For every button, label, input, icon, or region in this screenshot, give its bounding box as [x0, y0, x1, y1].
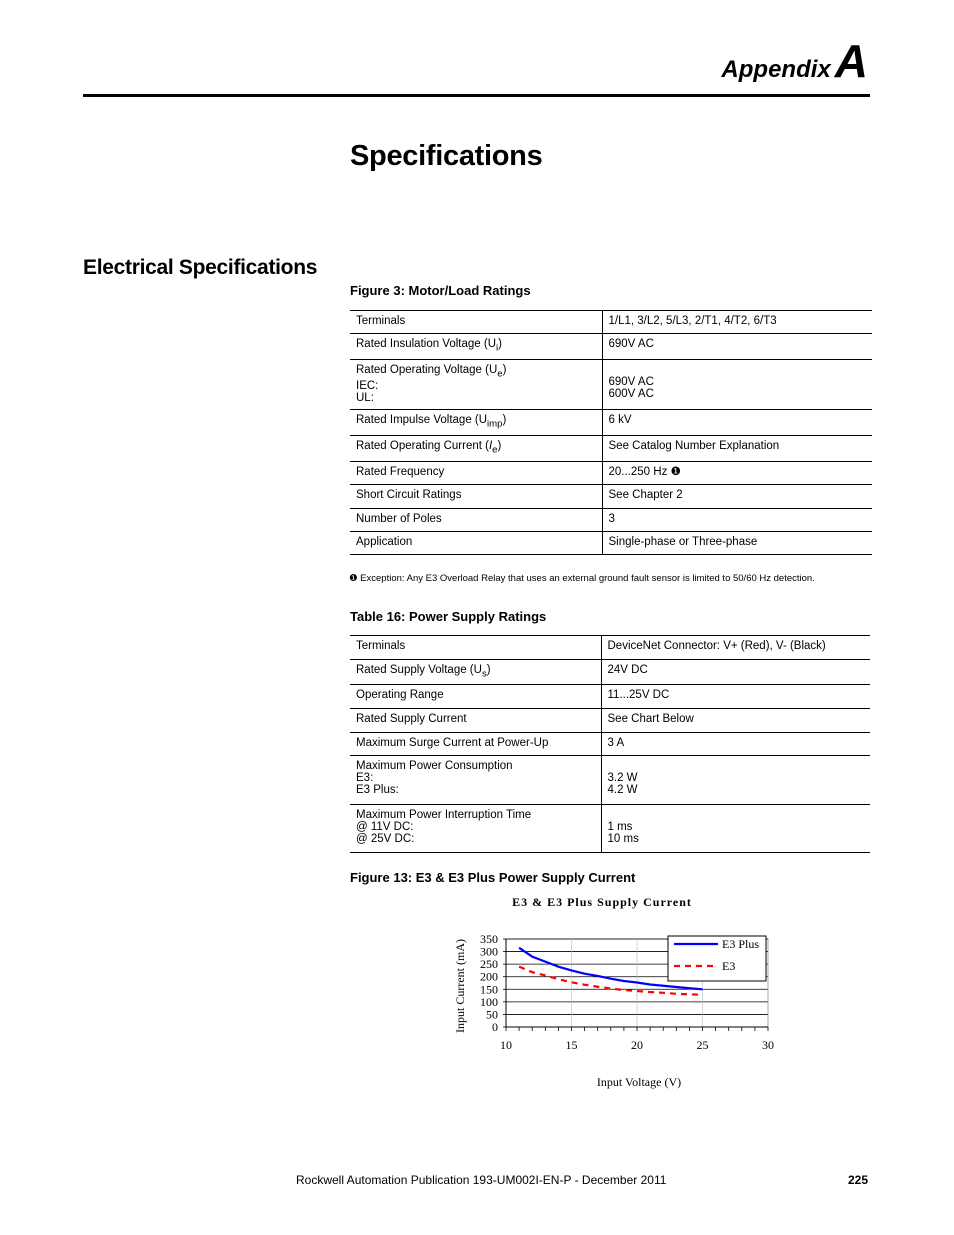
- table-cell-value: 6 kV: [602, 410, 872, 436]
- table-cell-label: Rated Operating Current $(I_e)$: [350, 436, 602, 462]
- table-row: [350, 360, 872, 410]
- table-cell-label: Terminals: [350, 311, 602, 334]
- table-row: [350, 685, 870, 709]
- table-row: [350, 805, 870, 853]
- footer-publication: Rockwell Automation Publication 193-UM002I-EN-P - December 2011: [296, 1173, 667, 1187]
- table-cell-label: Rated Supply Current: [350, 709, 601, 733]
- table-cell-label: Maximum Power Consumption E3: E3 Plus:: [350, 756, 601, 805]
- table-cell-label: Terminals: [350, 636, 601, 660]
- footnote-marker: ❶: [670, 466, 681, 478]
- page-number: 225: [847, 1173, 868, 1187]
- y-tick-label: 200: [480, 969, 498, 984]
- table-cell-label: Maximum Power Interruption Time @ 11V DC: @ 25V DC:: [350, 805, 601, 853]
- y-tick-label: 300: [480, 944, 498, 959]
- table-cell-value: 3 A: [601, 733, 870, 756]
- table-row: [350, 311, 872, 334]
- table-cell-label: Rated Frequency: [350, 462, 602, 485]
- supply-current-chart-svg: [440, 890, 790, 1100]
- table-cell-label: Short Circuit Ratings: [350, 485, 602, 509]
- table-row: [350, 509, 872, 532]
- footnote-marker: ❶: [349, 573, 358, 584]
- table-row: [350, 709, 870, 733]
- supply-current-chart: [440, 890, 790, 1100]
- page-title: Specifications: [350, 140, 543, 172]
- table-cell-value: 690V AC 600V AC: [602, 360, 872, 410]
- y-tick-label: 50: [486, 1007, 498, 1022]
- table-cell-value: Single-phase or Three-phase: [602, 532, 872, 555]
- figure13-caption: Figure 13: E3 & E3 Plus Power Supply Current: [350, 870, 636, 885]
- table-row: [350, 733, 870, 756]
- table-cell-label: Rated Impulse Voltage $(U_{imp})$: [350, 410, 602, 436]
- table-cell-label: Application: [350, 532, 602, 555]
- table16-caption: Table 16: Power Supply Ratings: [350, 609, 547, 624]
- table-cell-value: 690V AC: [602, 334, 872, 360]
- table-cell-label: Rated Operating Voltage $(U_e)$ IEC: UL:: [350, 360, 602, 410]
- y-tick-label: 100: [480, 994, 498, 1009]
- legend-label: E3 Plus: [722, 937, 760, 951]
- table-cell-label: Operating Range: [350, 685, 601, 709]
- table-row: [350, 532, 872, 555]
- motor-load-ratings-table: [350, 310, 872, 555]
- table-row: [350, 636, 870, 660]
- x-tick-label: 10: [500, 1038, 512, 1052]
- chart-legend: [668, 936, 766, 981]
- table-cell-value: 11...25V DC: [601, 685, 870, 709]
- table-cell-value: DeviceNet Connector: V+ (Red), V- (Black): [601, 636, 870, 660]
- footnote-text: Exception: Any E3 Overload Relay that uses an external ground fault sensor is limited to 50/60 Hz detection.: [360, 573, 815, 584]
- table-cell-value: 3: [602, 509, 872, 532]
- table-row: [350, 436, 872, 462]
- power-supply-ratings-table: [350, 635, 870, 853]
- table-row: [350, 334, 872, 360]
- table-cell-value: 20...250 Hz ❶: [602, 462, 872, 485]
- x-tick-label: 15: [565, 1038, 578, 1052]
- y-tick-label: 250: [480, 957, 498, 972]
- legend-label: E3: [722, 959, 736, 973]
- table-cell-value: 3.2 W 4.2 W: [601, 756, 870, 805]
- table-row: [350, 660, 870, 685]
- table-cell-value: 1/L1, 3/L2, 5/L3, 2/T1, 4/T2, 6/T3: [602, 311, 872, 334]
- table-cell-label: Rated Insulation Voltage $(U_i)$: [350, 334, 602, 360]
- table-row: [350, 410, 872, 436]
- table-cell-value: 24V DC: [601, 660, 870, 685]
- appendix-heading: [721, 34, 868, 88]
- x-tick-label: 30: [762, 1038, 774, 1052]
- table-cell-value: See Chart Below: [601, 709, 870, 733]
- figure3-caption: Figure 3: Motor/Load Ratings: [350, 283, 531, 298]
- y-axis-label: Input Current (mA): [453, 939, 467, 1033]
- table-cell-value: 1 ms 10 ms: [601, 805, 870, 853]
- table-row: [350, 485, 872, 509]
- y-tick-label: 350: [480, 932, 498, 946]
- y-tick-label: 150: [480, 982, 498, 997]
- table-cell-label: Maximum Surge Current at Power-Up: [350, 733, 601, 756]
- appendix-word: Appendix: [721, 56, 831, 83]
- x-axis-label: Input Voltage (V): [596, 1075, 682, 1089]
- section-title: Electrical Specifications: [83, 256, 318, 279]
- footnote: [349, 573, 815, 584]
- header-rule: [83, 94, 870, 97]
- table-row: [350, 756, 870, 805]
- table-cell-value: See Catalog Number Explanation: [602, 436, 872, 462]
- table-cell-label: Rated Supply Voltage $(U_s)$: [350, 660, 601, 685]
- chart-title: E3 & E3 Plus Supply Current: [512, 895, 692, 909]
- table-cell-value: See Chapter 2: [602, 485, 872, 509]
- table-row: [350, 462, 872, 485]
- appendix-letter: A: [834, 35, 868, 87]
- x-tick-label: 25: [696, 1038, 709, 1052]
- table-cell-label: Number of Poles: [350, 509, 602, 532]
- x-tick-label: 20: [631, 1038, 643, 1052]
- y-tick-label: 0: [492, 1020, 498, 1034]
